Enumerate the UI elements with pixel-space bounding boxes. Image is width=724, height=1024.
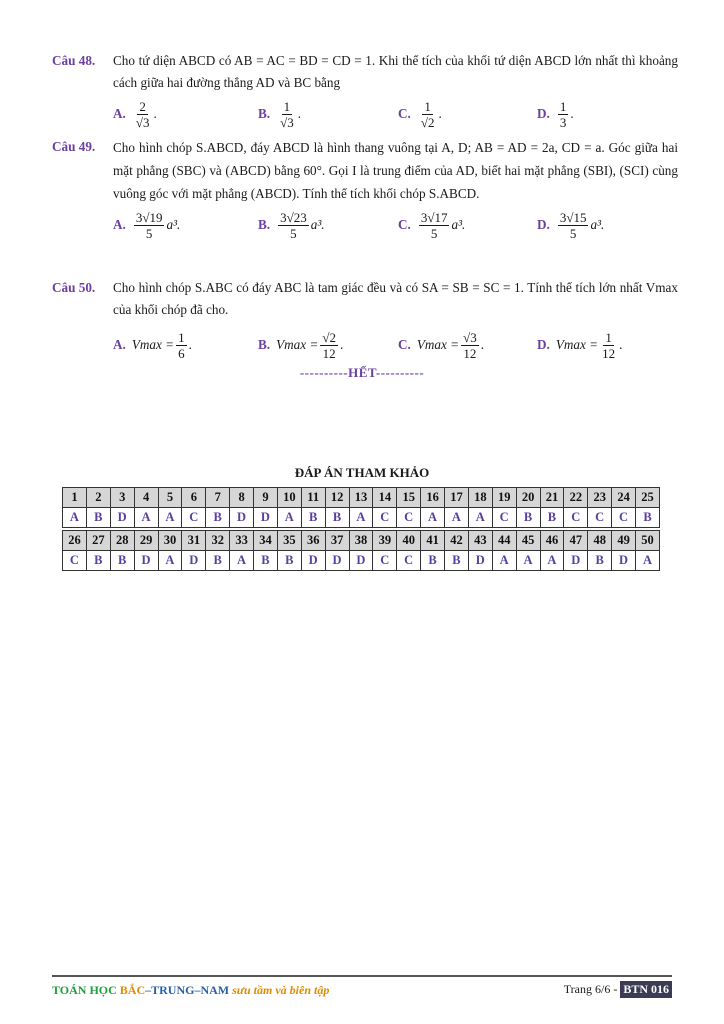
question-number-cell: 7 [206,488,230,508]
options [113,325,678,365]
options [113,205,678,245]
answer-letter-cell: B [206,551,230,571]
question-number-cell: 22 [564,488,588,508]
option-c: C. $\frac{3√17}{5}$ a³. [398,209,466,241]
answer-letter-cell: D [468,551,492,571]
question-text: Cho hình chóp S.ABCD, đáy ABCD là hình thang vuông tại A, D; AB = AD = 2a, CD = a. Góc giữa hai mặt phẳng (SBC) và (ABCD) bằng 60°. Gọi I là trung điểm của AD, biết hai mặt phẳng (SBI), (SCI) cùng vuông góc với mặt phẳng (ABCD). Tính thể tích khối chóp S.ABCD. [113,140,678,201]
answer-letter-cell: B [588,551,612,571]
question-number-cell: 4 [134,488,158,508]
question-number-cell: 2 [86,488,110,508]
answer-letter-cell: C [373,551,397,571]
question-number-cell: 49 [612,531,636,551]
answer-letters-row [63,551,660,571]
answer-letter-cell: A [468,508,492,528]
question-48 [52,50,678,134]
option-a: A. $\frac{2}{√3}$ . [113,98,157,130]
answer-letters-row [63,508,660,528]
answer-letter-cell: B [301,508,325,528]
answer-key-title: ĐÁP ÁN THAM KHẢO [294,465,430,480]
option-d: D. $\frac{1}{3}$ . [537,98,574,130]
answer-letter-cell: A [277,508,301,528]
question-number-cell: 36 [301,531,325,551]
answer-letter-cell: A [516,551,540,571]
answer-letter-cell: B [254,551,278,571]
answer-letter-cell: A [63,508,87,528]
answer-letter-cell: B [516,508,540,528]
footer-divider [52,975,672,977]
question-number-cell: 48 [588,531,612,551]
question-number-cell: 39 [373,531,397,551]
question-number-cell: 13 [349,488,373,508]
question-number: Câu 50. [52,280,96,295]
question-number-cell: 35 [277,531,301,551]
answer-letter-cell: C [397,508,421,528]
answer-letter-cell: C [588,508,612,528]
question-number-cell: 15 [397,488,421,508]
question-50 [52,277,678,365]
question-number-cell: 1 [63,488,87,508]
question-number-cell: 41 [421,531,445,551]
answer-letter-cell: C [182,508,206,528]
question-number-cell: 27 [86,531,110,551]
answer-letter-cell: B [325,508,349,528]
question-number-cell: 20 [516,488,540,508]
answer-letter-cell: A [158,508,182,528]
question-text: Cho hình chóp S.ABC có đáy ABC là tam giác đều và có SA = SB = SC = 1. Tính thể tích lớn nhất Vmax của khối chóp đã cho. [113,280,678,317]
question-number-cell: 11 [301,488,325,508]
answer-letter-cell: D [325,551,349,571]
answer-letter-cell: B [86,508,110,528]
document-code-badge: BTN 016 [620,981,672,998]
question-number: Câu 48. [52,53,96,68]
question-number-cell: 8 [230,488,254,508]
question-number-cell: 6 [182,488,206,508]
page-number: Trang 6/6 - [563,982,618,996]
question-number-cell: 43 [468,531,492,551]
answer-letter-cell: B [636,508,660,528]
answer-letter-cell: D [254,508,278,528]
answer-letter-cell: C [612,508,636,528]
option-b: B. $\frac{1}{√3}$ . [258,98,302,130]
answer-letter-cell: A [492,551,516,571]
options [113,94,678,134]
question-number-cell: 50 [636,531,660,551]
option-c: C. $\frac{1}{√2}$ . [398,98,442,130]
answer-table-2 [62,530,660,571]
answer-letter-cell: C [397,551,421,571]
answer-letter-cell: B [277,551,301,571]
question-number-cell: 32 [206,531,230,551]
question-number-cell: 17 [445,488,469,508]
answer-letter-cell: B [206,508,230,528]
question-number-cell: 44 [492,531,516,551]
answer-letter-cell: C [63,551,87,571]
question-number-cell: 23 [588,488,612,508]
answer-letter-cell: A [158,551,182,571]
answer-letter-cell: A [230,551,254,571]
end-mark: ----------HẾT---------- [299,365,425,380]
question-number-cell: 42 [445,531,469,551]
answer-letter-cell: D [110,508,134,528]
question-text: Cho tứ diện ABCD có AB = AC = BD = CD = 1. Khi thể tích của khối tứ diện ABCD lớn nhất thì khoảng cách giữa hai đường thẳng AD và BC bằng [113,53,678,90]
option-c: C. Vmax = $\frac{√3}{12}$ . [398,329,484,361]
option-d: D. $\frac{3√15}{5}$ a³. [537,209,605,241]
answer-letter-cell: B [421,551,445,571]
footer-page-info [564,981,672,998]
question-number-cell: 12 [325,488,349,508]
question-number-cell: 28 [110,531,134,551]
question-number-cell: 34 [254,531,278,551]
answer-letter-cell: D [134,551,158,571]
answer-letter-cell: B [110,551,134,571]
answer-letter-cell: A [134,508,158,528]
answer-numbers-row [63,488,660,508]
footer-brand: TOÁN HỌC BẮC–TRUNG–NAM sưu tầm và biên tập [52,983,330,997]
question-number-cell: 14 [373,488,397,508]
question-number-cell: 31 [182,531,206,551]
question-number-cell: 33 [230,531,254,551]
question-number: Câu 49. [52,139,96,154]
question-number-cell: 21 [540,488,564,508]
question-number-cell: 29 [134,531,158,551]
question-number-cell: 26 [63,531,87,551]
question-number-cell: 47 [564,531,588,551]
answer-letter-cell: D [230,508,254,528]
answer-letter-cell: A [540,551,564,571]
answer-letter-cell: A [349,508,373,528]
question-number-cell: 16 [421,488,445,508]
option-a: A. $\frac{3√19}{5}$ a³. [113,209,181,241]
question-number-cell: 3 [110,488,134,508]
question-number-cell: 24 [612,488,636,508]
question-number-cell: 38 [349,531,373,551]
question-number-cell: 37 [325,531,349,551]
answer-letter-cell: D [301,551,325,571]
answer-letter-cell: D [182,551,206,571]
answer-letter-cell: D [612,551,636,571]
question-number-cell: 9 [254,488,278,508]
question-number-cell: 5 [158,488,182,508]
answer-numbers-row [63,531,660,551]
question-number-cell: 46 [540,531,564,551]
answer-letter-cell: C [564,508,588,528]
question-number-cell: 40 [397,531,421,551]
question-number-cell: 10 [277,488,301,508]
question-number-cell: 18 [468,488,492,508]
answer-table-1 [62,487,660,528]
answer-letter-cell: D [349,551,373,571]
question-number-cell: 19 [492,488,516,508]
option-b: B. Vmax = $\frac{√2}{12}$ . [258,329,344,361]
answer-letter-cell: A [636,551,660,571]
answer-letter-cell: B [86,551,110,571]
answer-letter-cell: D [564,551,588,571]
question-number-cell: 45 [516,531,540,551]
answer-letter-cell: B [445,551,469,571]
option-b: B. $\frac{3√23}{5}$ a³. [258,209,325,241]
answer-letter-cell: B [540,508,564,528]
question-49 [52,136,678,245]
option-a: A. Vmax = $\frac{1}{6}$ . [113,329,192,361]
question-number-cell: 25 [636,488,660,508]
question-number-cell: 30 [158,531,182,551]
option-d: D. Vmax = $\frac{1}{12}$ . [537,329,623,361]
answer-letter-cell: A [421,508,445,528]
answer-letter-cell: C [373,508,397,528]
answer-letter-cell: C [492,508,516,528]
answer-letter-cell: A [445,508,469,528]
